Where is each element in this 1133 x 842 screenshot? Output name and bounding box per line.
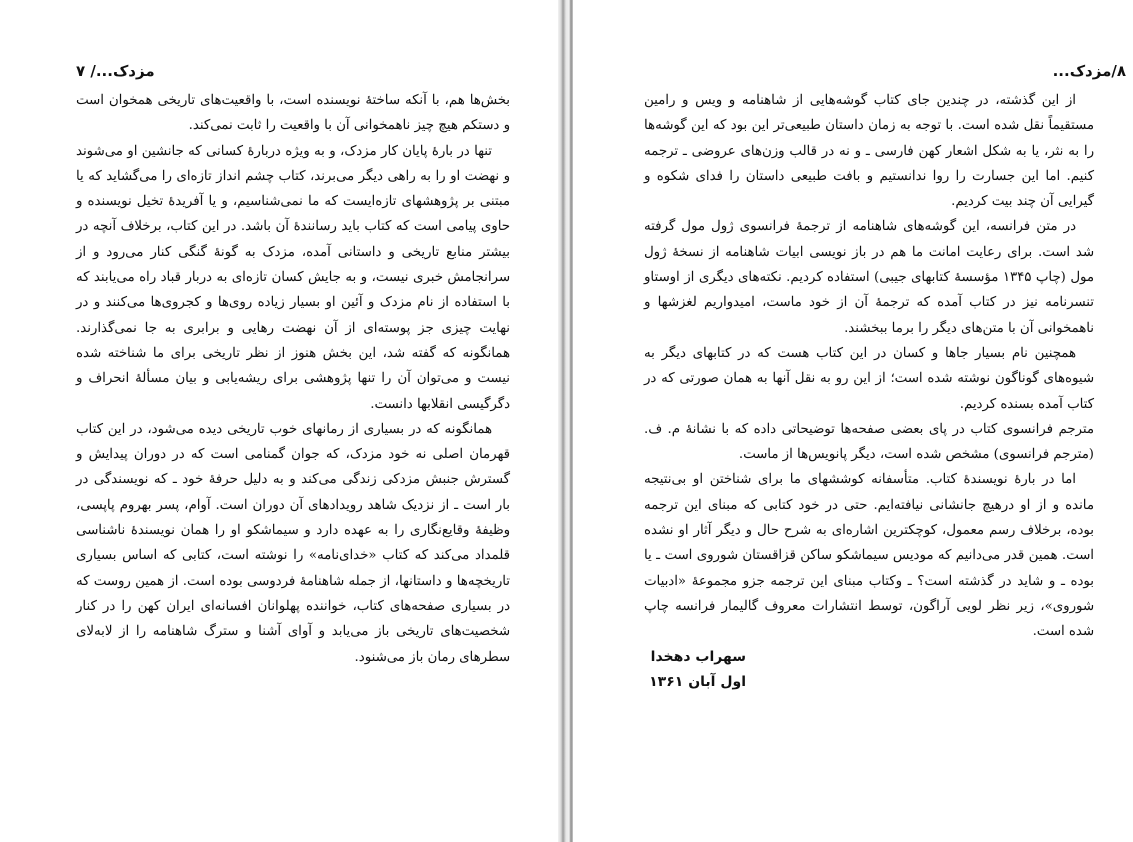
left-paragraph-1: بخش‌ها هم، با آنکه ساختهٔ نویسنده است، با واقعیت‌های تاریخی همخوان است و دستکم هیچ چیز ناهمخوانی آن با واقعیت را ثابت نمی‌کند.: [76, 93, 510, 134]
left-page: [0, 0, 560, 842]
left-paragraph-2: تنها در بارهٔ پایان کار مزدک، و به ویژه دربارهٔ کسانی که جانشین او می‌شوند و نهضت او را به راهی دیگر می‌برند، کتاب چشم انداز تازه‌ای را می‌گشاید که یا مبتنی بر پژوهشهای تازه‌ایست که ما نمی‌شناسیم، و یا آفریدهٔ تخیل نویسنده و حاوی پیامی است که کتاب باید رسانندهٔ آن باشد. در این کتاب، برخلاف آنچه در بیشتر منابع تاریخی و داستانی آمده، مزدک به گونهٔ گنگی کنار می‌رود و از سرانجامش خبری نیست، و به جایش کسان تازه‌ای به دربار قباد راه می‌یابند که با استفاده از نام مزدک و آئین او بسیار زیاده روی‌ها و کجروی‌ها می‌کنند و در نهایت چیزی جز پوسته‌ای از آن نهضت رهایی و برابری به جا نمی‌گذارند. همانگونه که گفته شد، این بخش هنوز از نظر تاریخی برای ما شناخته شده نیست و می‌توان آن را تنها پژوهشی برای ریشه‌یابی و بیان مسألهٔ انحراف و دگرگیسی انقلابها دانست.: [76, 143, 510, 412]
left-page-body: [76, 88, 510, 670]
right-paragraph-4: مترجم فرانسوی کتاب در پای بعضی صفحه‌ها توضیحاتی داده که با نشانهٔ م. ف. (مترجم فرانسوی) مشخص شده است، دیگر پانویس‌ها از ماست.: [644, 421, 1094, 463]
right-page-body: [644, 88, 1094, 695]
right-page-header: ۸/مزدک...: [1052, 62, 1126, 80]
translator-signature-name: سهراب دهخدا: [650, 648, 746, 665]
right-paragraph-3: همچنین نام بسیار جاها و کسان در این کتاب هست که در کتابهای دیگر به شیوه‌های گوناگون نوشته شده است؛ از این رو به نقل آنها به همان صورتی که در کتاب آمده بسنده کردیم.: [644, 345, 1094, 412]
right-page: [573, 0, 1133, 842]
right-paragraph-2: در متن فرانسه، این گوشه‌های شاهنامه از ترجمهٔ فرانسوی ژول مول گرفته شد است. برای رعایت امانت ما هم در باز نویسی ابیات شاهنامه از نسخهٔ ژول مول (چاپ ۱۳۴۵ مؤسسهٔ کتابهای جیبی) استفاده کردیم. نکته‌های دیگری از اوستاو تنسرنامه نیز در کتاب آمده که ترجمهٔ آن از خود ماست، امیدواریم لغزشها و ناهمخوانی آن با متن‌های دیگر را برما ببخشند.: [644, 219, 1094, 336]
right-paragraph-1: از این گذشته، در چندین جای کتاب گوشه‌هایی از شاهنامه و ویس و رامین مستقیماً نقل شده است. با توجه به زمان داستان طبیعی‌تر این بود که این گوشه‌ها را به نثر، یا به شکل اشعار کهن فارسی ـ و نه در قالب وزن‌های عروضی ـ ترجمه کنیم. اما این جسارت را روا ندانستیم و بافت طبیعی داستان را فدای شکوه و گیرایی آن چند بیت کردیم.: [644, 93, 1094, 210]
right-paragraph-5: اما در بارهٔ نویسندهٔ کتاب. متأسفانه کوششهای ما برای شناختن او بی‌نتیجه مانده و از او درهیچ جانشانی نیافته‌ایم. حتی در خود کتابی که مبنای این ترجمه بوده، برخلاف رسم معمول، کوچکترین اشاره‌ای به شرح حال و دیگر آثار او نشده است. همین قدر می‌دانیم که مودیس سیماشکو ساکن قزاقستان شوروی است ـ یا بوده ـ و شاید در گذشته است؟ ـ وکتاب مبنای این ترجمه جزو مجموعهٔ «ادبیات شوروی»، زیر نظر لویی آراگون، توسط انتشارات معروف گالیمار فرانسه چاپ شده است.: [644, 472, 1094, 640]
left-page-header: مزدک.../ ۷: [76, 62, 155, 80]
translator-signature-date: اول آبان ۱۳۶۱: [649, 673, 746, 690]
left-paragraph-3: همانگونه که در بسیاری از رمانهای خوب تاریخی دیده می‌شود، در این کتاب قهرمان اصلی نه خود مزدک، که جوان گمنامی است که در دوران پیدایش و گسترش جنبش مزدکی زندگی می‌کند و به دلیل حرفهٔ خود ـ که نویسندگی در بار است ـ از نزدیک شاهد رویدادهای آن دوران است. آوام، پسر بهروم پاپسی، وظیفهٔ وقایع‌نگاری را به عهده دارد و سیماشکو او را همان نویسندهٔ ناشناسی قلمداد می‌کند که کتاب «خدای‌نامه» را نوشته است، کتابی که اساس بسیاری تاریخچه‌ها و داستانها، از جمله شاهنامهٔ فردوسی بوده است. از همین روست که در بسیاری صفحه‌های کتاب، خواننده پهلوانان افسانه‌ای ایران کهن را در کنار شخصیت‌های تاریخی باز می‌یابد و آوای آشنا و سترگ شاهنامه را از لابه‌لای سطرهای رمان باز می‌شنود.: [76, 421, 510, 665]
